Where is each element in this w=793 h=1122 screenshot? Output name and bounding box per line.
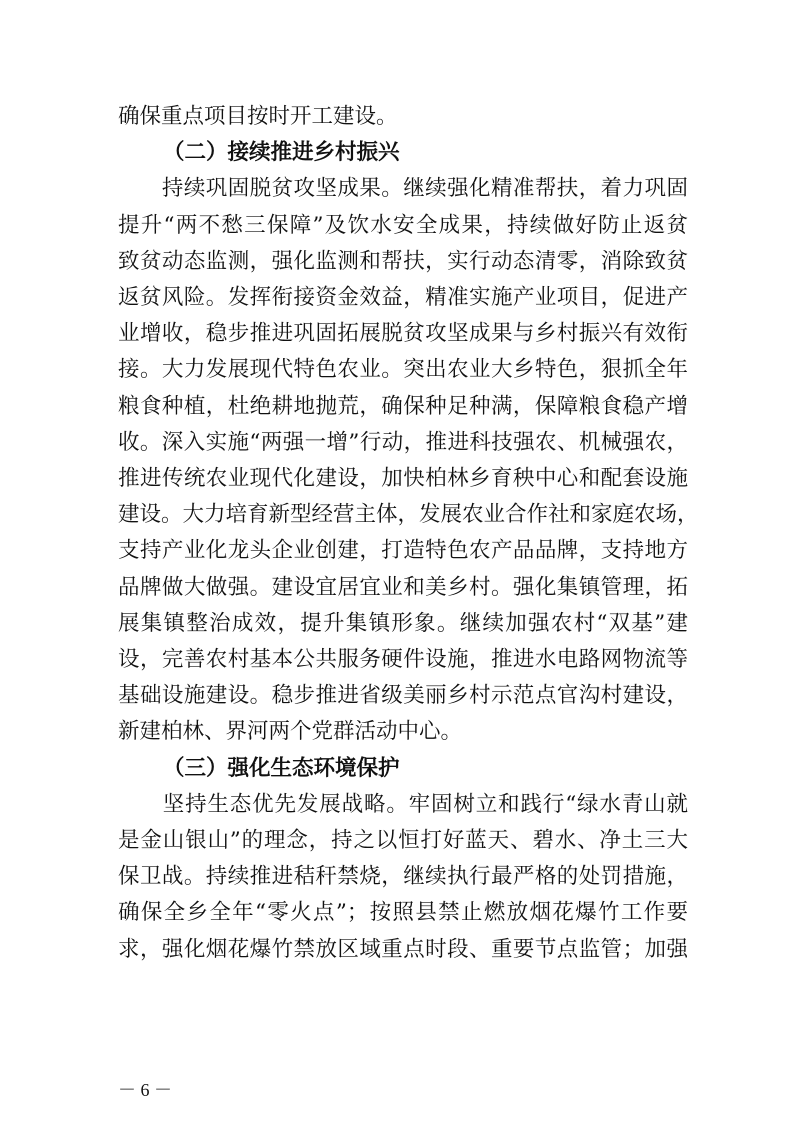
- paragraph-line: 求，强化烟花爆竹禁放区域重点时段、重要节点监管；加强: [118, 936, 688, 962]
- paragraph-line: 业增收，稳步推进巩固拓展脱贫攻坚成果与乡村振兴有效衔: [118, 321, 688, 347]
- paragraph-line: 基础设施建设。稳步推进省级美丽乡村示范点官沟村建设，: [118, 683, 688, 709]
- section-heading: （三）强化生态环境保护: [163, 755, 400, 781]
- paragraph-line: 收。深入实施“两强一增”行动，推进科技强农、机械强农，: [118, 429, 688, 455]
- paragraph-line: 推进传统农业现代化建设，加快柏林乡育秧中心和配套设施: [118, 466, 688, 491]
- paragraph-line: 新建柏林、界河两个党群活动中心。: [118, 719, 463, 745]
- paragraph-line: 提升“两不愁三保障”及饮水安全成果，持续做好防止返贫: [118, 212, 688, 238]
- paragraph-line: 返贫风险。发挥衔接资金效益，精准实施产业项目，促进产: [118, 285, 688, 310]
- section-heading: （二）接续推进乡村振兴: [163, 140, 400, 166]
- paragraph-line: 支持产业化龙头企业创建，打造特色农产品品牌，支持地方: [118, 538, 688, 564]
- paragraph-line: 设，完善农村基本公共服务硬件设施，推进水电路网物流等: [118, 647, 688, 672]
- page-number: － 6 －: [118, 1080, 172, 1100]
- paragraph-line: 接。大力发展现代特色农业。突出农业大乡特色，狠抓全年: [118, 357, 688, 383]
- paragraph-line: 建设。大力培育新型经营主体，发展农业合作社和家庭农场，: [118, 502, 699, 528]
- paragraph-line: 确保重点项目按时开工建设。: [118, 104, 398, 129]
- paragraph-line: 展集镇整治成效，提升集镇形象。继续加强农村“双基”建: [118, 610, 688, 636]
- paragraph-line: 持续巩固脱贫攻坚成果。继续强化精准帮扶，着力巩固: [118, 176, 688, 202]
- paragraph-line: 粮食种植，杜绝耕地抛荒，确保种足种满，保障粮食稳产增: [118, 393, 688, 419]
- paragraph-line: 品牌做大做强。建设宜居宜业和美乡村。强化集镇管理，拓: [118, 574, 688, 600]
- paragraph-line: 是金山银山”的理念，持之以恒打好蓝天、碧水、净土三大: [118, 828, 688, 853]
- paragraph-line: 确保全乡全年“零火点”；按照县禁止燃放烟花爆竹工作要: [118, 900, 688, 926]
- paragraph-line: 坚持生态优先发展战略。牢固树立和践行“绿水青山就: [118, 791, 688, 817]
- paragraph-line: 保卫战。持续推进秸秆禁烧，继续执行最严格的处罚措施，: [118, 864, 688, 890]
- paragraph-line: 致贫动态监测，强化监测和帮扶，实行动态清零，消除致贫: [118, 248, 688, 274]
